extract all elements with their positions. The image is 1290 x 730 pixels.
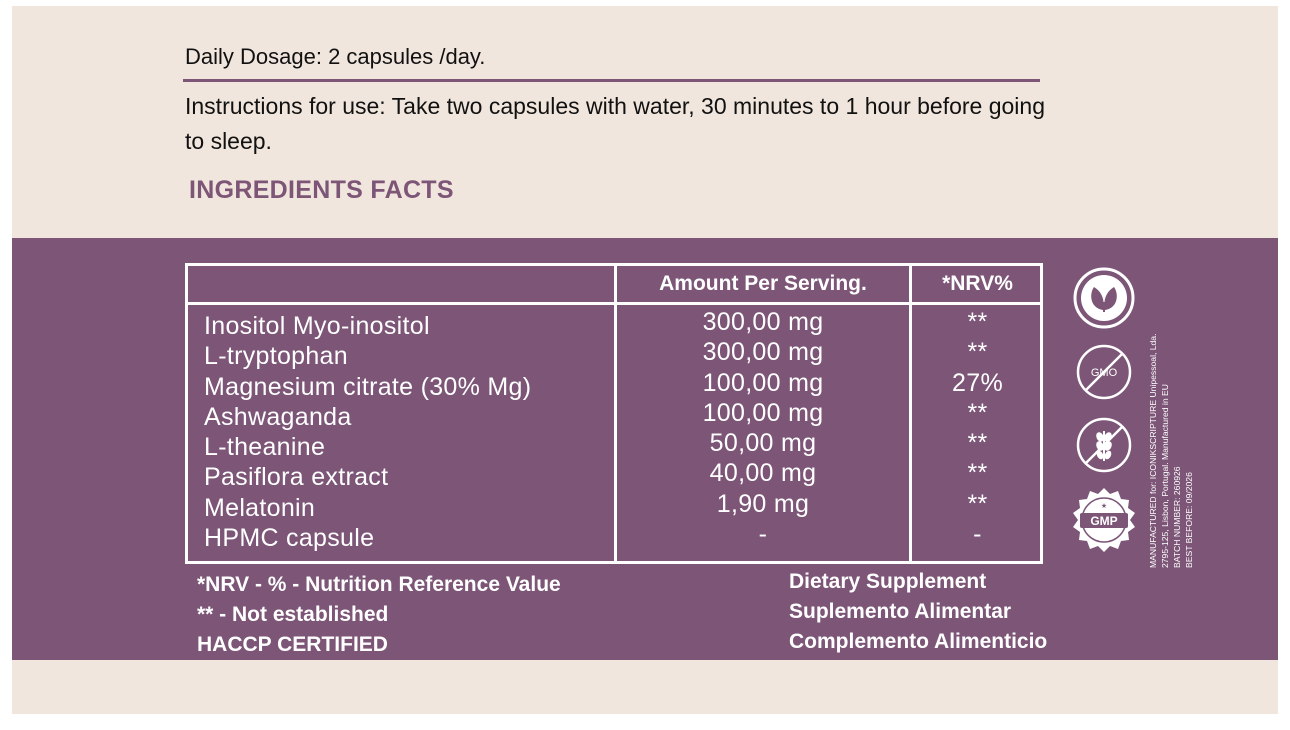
gmp-badge-icon bbox=[1070, 486, 1138, 554]
ingredient-name: Pasiflora extract bbox=[204, 463, 389, 492]
supplement-label-es: Complemento Alimenticio bbox=[789, 630, 1048, 653]
ingredient-name: Melatonin bbox=[204, 493, 316, 522]
best-before: BEST BEFORE: 09/2026 bbox=[1184, 472, 1194, 568]
instructions-text: Instructions for use: Take two capsules with water, 30 minutes to 1 hour before going to sleep. bbox=[185, 93, 1045, 154]
nrv-footnote: *NRV - % - Nutrition Reference Value bbox=[197, 573, 561, 596]
ingredient-name: L-tryptophan bbox=[204, 342, 348, 371]
ingredient-amount: 40,00 mg bbox=[709, 459, 817, 488]
batch-number: BATCH NUMBER: 260926 bbox=[1172, 466, 1182, 568]
ingredient-names-column bbox=[204, 311, 614, 553]
ingredient-nrv: - bbox=[973, 520, 982, 549]
ingredient-name: Ashwaganda bbox=[204, 402, 352, 431]
ingredient-nrv: ** bbox=[967, 398, 988, 427]
divider-rule bbox=[183, 79, 1040, 82]
ingredients-facts-title: INGREDIENTS FACTS bbox=[189, 176, 454, 204]
ingredient-amount: 50,00 mg bbox=[709, 429, 817, 458]
footnotes bbox=[197, 570, 561, 660]
header-amount-per-serving: Amount Per Serving. bbox=[659, 272, 867, 295]
ingredient-name: Inositol Myo-inositol bbox=[204, 312, 430, 340]
svg-text:★: ★ bbox=[1100, 502, 1108, 510]
ingredient-amount: 100,00 mg bbox=[702, 398, 824, 427]
ingredient-nrv: ** bbox=[967, 338, 988, 367]
ingredient-name: Magnesium citrate (30% Mg) bbox=[204, 372, 532, 401]
ingredient-amount: 100,00 mg bbox=[702, 368, 824, 397]
manufacturer-line: MANUFACTURED for: ICONIKSCRIPTURE Unipessoal, Lda. bbox=[1148, 333, 1158, 568]
ingredient-amount: 1,90 mg bbox=[716, 489, 810, 518]
header-nrv: *NRV% bbox=[942, 272, 1013, 295]
ingredient-nrv: ** bbox=[967, 429, 988, 458]
manufacturer-line: 2795-125, Lisbon, Portugal. Manufactured in EU bbox=[1160, 384, 1170, 568]
haccp-certified: HACCP CERTIFIED bbox=[197, 633, 388, 656]
gmo-free-icon bbox=[1072, 340, 1136, 404]
supplement-label-en: Dietary Supplement bbox=[789, 570, 987, 593]
ingredient-name: L-theanine bbox=[204, 433, 326, 462]
not-established-footnote: ** - Not established bbox=[197, 603, 389, 626]
vegan-leaf-icon bbox=[1072, 266, 1136, 330]
ingredient-nrv: ** bbox=[967, 308, 988, 336]
gmp-icon-text: GMP bbox=[1090, 514, 1118, 528]
ingredient-amount: 300,00 mg bbox=[702, 338, 824, 367]
ingredient-amount: 300,00 mg bbox=[702, 308, 824, 336]
supplement-label-pt: Suplemento Alimentar bbox=[789, 600, 1012, 623]
manufacturer-info bbox=[1147, 288, 1201, 568]
gmo-icon-text: GMO bbox=[1090, 367, 1118, 379]
ingredient-nrv: 27% bbox=[952, 368, 1003, 397]
ingredient-amount: - bbox=[758, 520, 768, 549]
gluten-free-icon bbox=[1072, 413, 1136, 477]
supplement-labels bbox=[789, 567, 1047, 657]
ingredient-name: HPMC capsule bbox=[204, 524, 375, 553]
nrv-column bbox=[912, 307, 1043, 549]
ingredient-nrv: ** bbox=[967, 459, 988, 488]
daily-dosage: Daily Dosage: 2 capsules /day. bbox=[185, 44, 486, 69]
ingredient-nrv: ** bbox=[967, 489, 988, 518]
amounts-column bbox=[617, 307, 909, 549]
